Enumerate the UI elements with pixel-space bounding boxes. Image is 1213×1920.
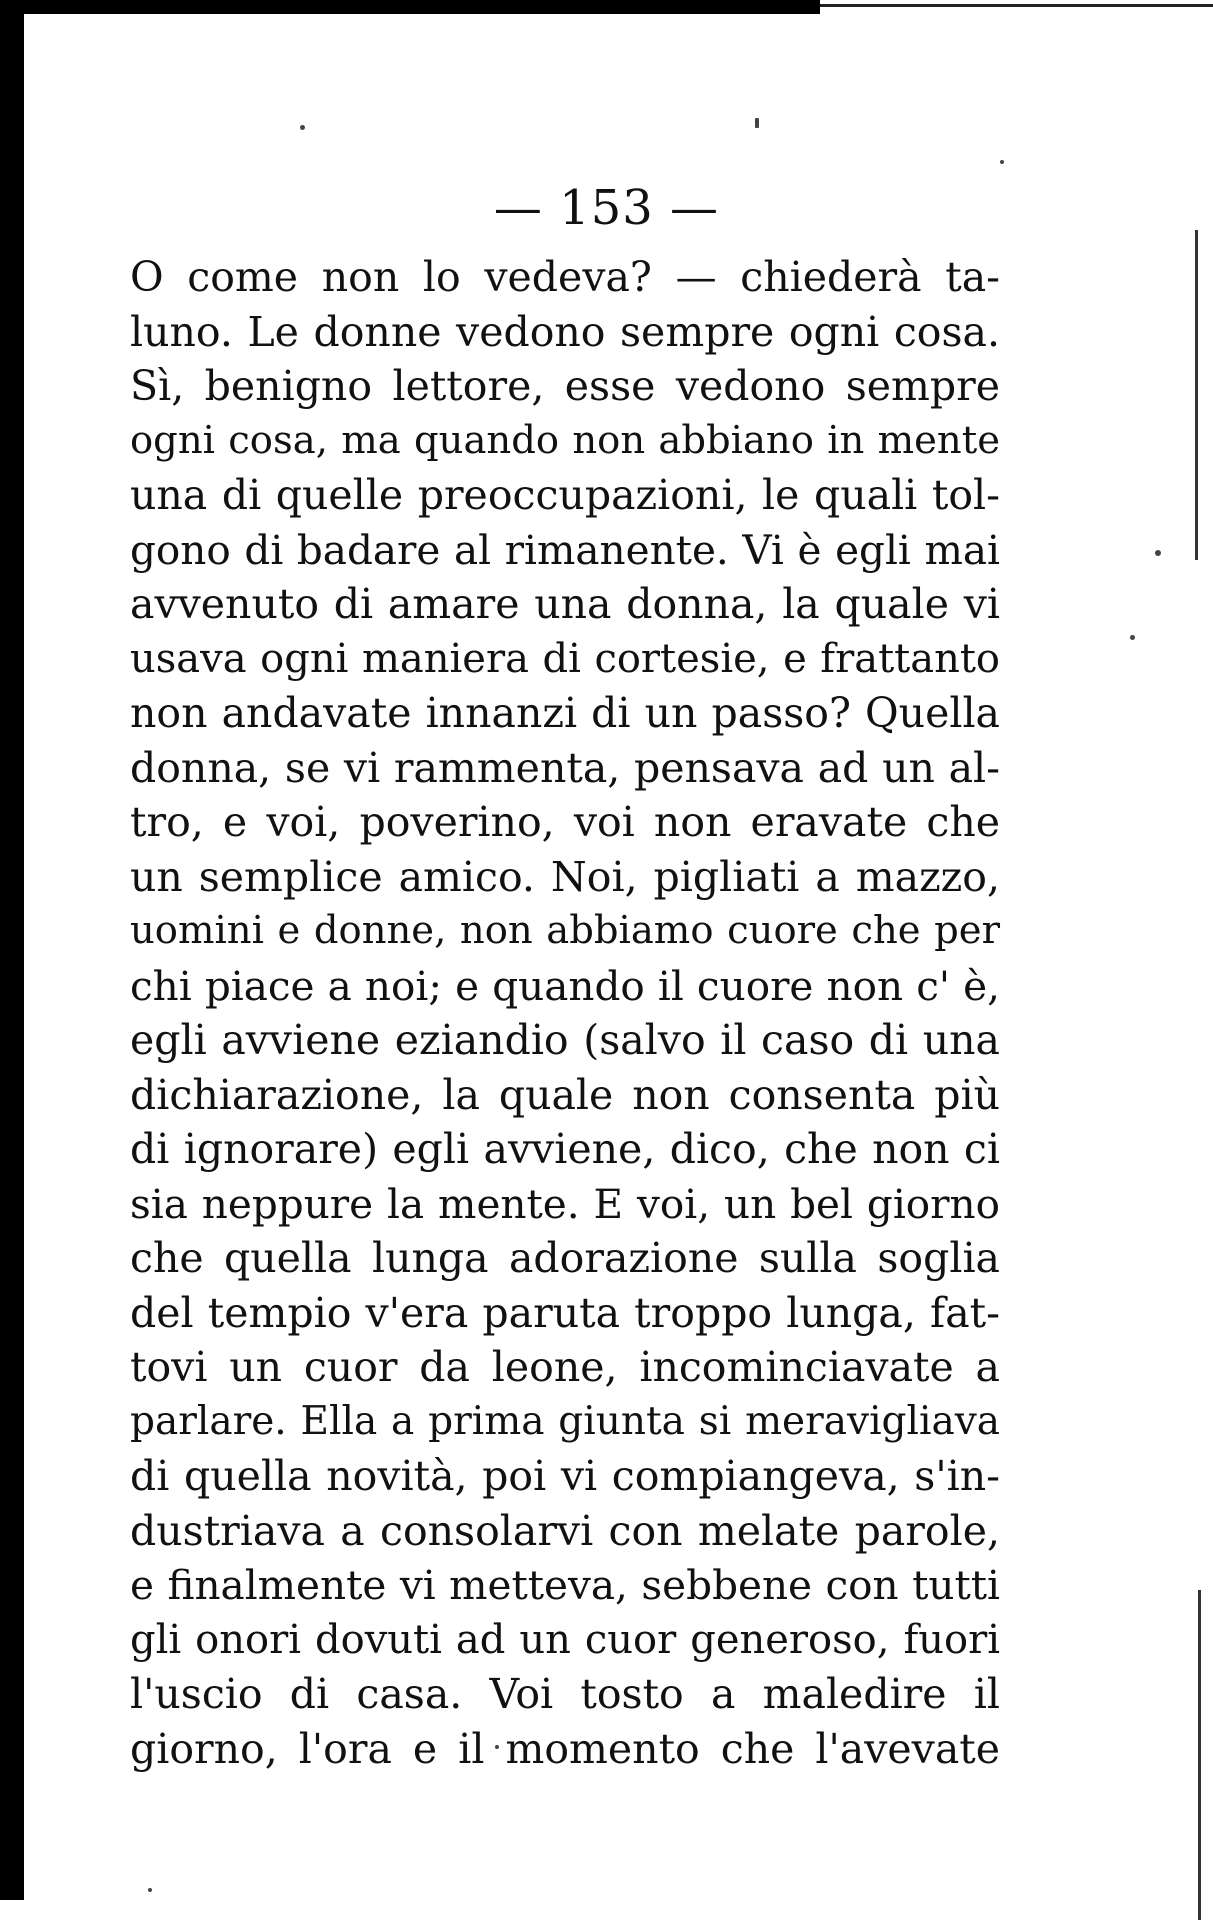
text-line: che quella lunga adorazione sulla soglia (130, 1234, 1000, 1282)
scan-speck (1000, 160, 1004, 164)
scan-top-border-thin (820, 4, 1213, 7)
scan-speck (1155, 550, 1161, 556)
text-line: di quella novità, poi vi compiangeva, s'in- (130, 1452, 1000, 1500)
text-line: gli onori dovuti ad un cuor generoso, fuori (130, 1616, 1000, 1663)
text-line: un semplice amico. Noi, pigliati a mazzo, (130, 852, 1000, 901)
text-line: O come non lo vedeva? — chiederà ta- (130, 253, 1000, 301)
text-line: non andavate innanzi di un passo? Quella (130, 689, 1000, 737)
page-number: — 153 — (493, 180, 720, 236)
text-line: e finalmente vi metteva, sebbene con tutti (130, 1561, 1000, 1609)
text-line: parlare. Ella a prima giunta si meravigliava (130, 1398, 1000, 1444)
text-line: luno. Le donne vedono sempre ogni cosa. (130, 307, 1000, 356)
scan-top-border (0, 0, 820, 14)
text-line: del tempio v'era paruta troppo lunga, fat- (130, 1288, 1000, 1337)
text-line: usava ogni maniera di cortesie, e frattanto (130, 635, 1000, 682)
text-line: sia neppure la mente. E voi, un bel giorno (130, 1179, 1000, 1228)
text-line: dustriava a consolarvi con melate parole, (130, 1506, 1000, 1555)
scan-right-edge-lower (1198, 1590, 1201, 1920)
text-line: Sì, benigno lettore, esse vedono sempre (130, 362, 1000, 410)
text-line: tro, e voi, poverino, voi non eravate che (130, 798, 1000, 846)
text-line: donna, se vi rammenta, pensava ad un al- (130, 743, 1000, 792)
text-line: avvenuto di amare una donna, la quale vi (130, 580, 1000, 628)
scan-speck (148, 1888, 152, 1892)
scan-left-border (0, 0, 24, 1900)
scan-speck (1130, 635, 1135, 640)
text-line: di ignorare) egli avviene, dico, che non ci (130, 1125, 1000, 1173)
text-line: una di quelle preoccupazioni, le quali tol- (130, 471, 1000, 519)
text-line: tovi un cuor da leone, incominciavate a (130, 1343, 1000, 1391)
text-line: egli avviene eziandio (salvo il caso di una (130, 1016, 1000, 1064)
scan-speck (300, 125, 305, 130)
text-line: l'uscio di casa. Voi tosto a maledire il (130, 1670, 1000, 1718)
scan-speck (755, 118, 759, 128)
text-line: ogni cosa, ma quando non abbiano in mente (130, 417, 1000, 463)
text-line: dichiarazione, la quale non consenta più (130, 1070, 1000, 1119)
scan-right-edge-upper (1195, 230, 1198, 560)
text-line: chi piace a noi; e quando il cuore non c' è, (130, 961, 1000, 1010)
text-line: uomini e donne, non abbiamo cuore che per (130, 908, 1000, 953)
text-line: gono di badare al rimanente. Vi è egli mai (130, 525, 1000, 574)
text-line: giorno, l'ora e il momento che l'avevate (130, 1724, 1000, 1773)
body-text (130, 250, 1000, 1776)
